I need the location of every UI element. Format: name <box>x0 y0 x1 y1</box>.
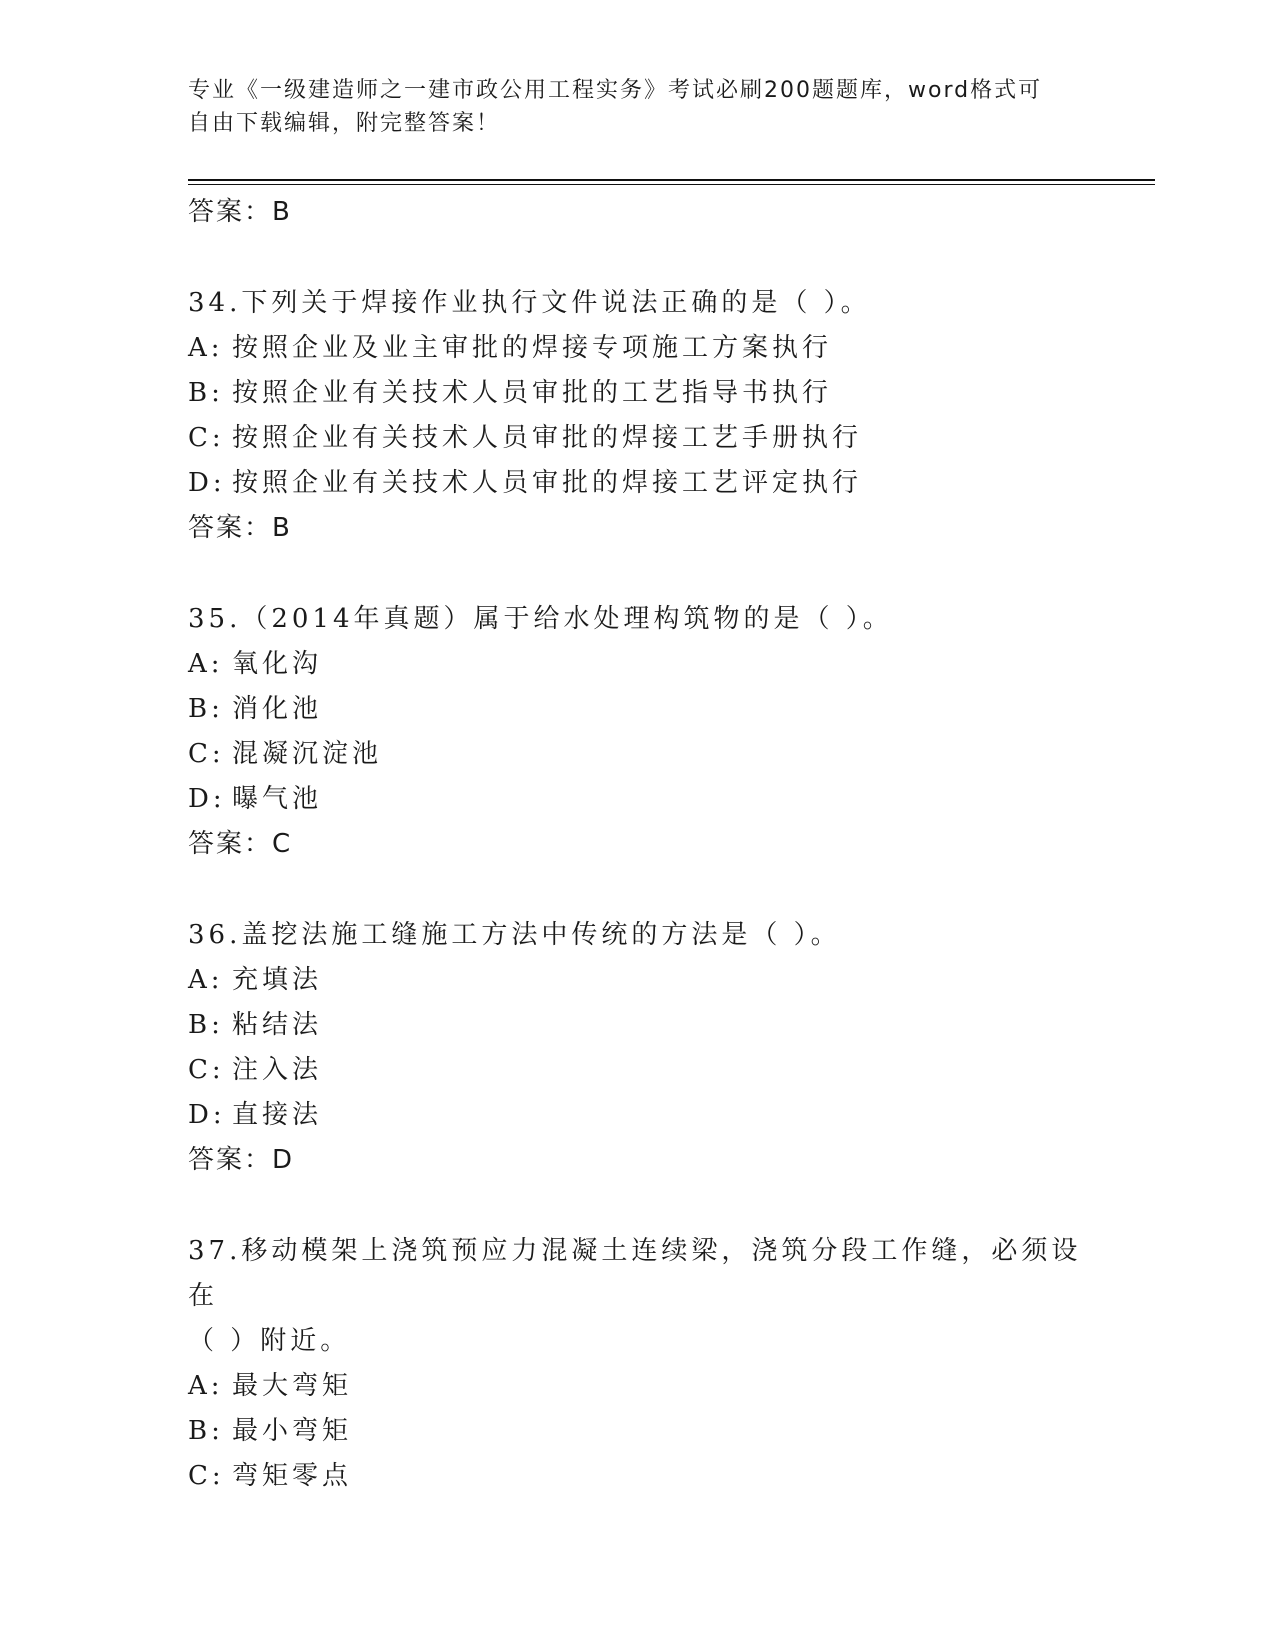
question-stem: 35.（2014年真题）属于给水处理构筑物的是（ ）。 <box>188 604 893 634</box>
answer-value: B <box>272 197 292 227</box>
option-a <box>188 1364 1088 1409</box>
option-b <box>188 687 1088 732</box>
option-text: 最大弯矩 <box>232 1371 353 1401</box>
answer-line <box>188 506 1088 551</box>
answer-prefix: 答案： <box>188 513 273 543</box>
answer-value: D <box>272 1145 295 1175</box>
answer-line <box>188 1138 1088 1183</box>
option-letter: B: <box>188 1010 224 1040</box>
document-header <box>188 74 1088 140</box>
option-letter: A: <box>188 649 224 679</box>
option-letter: C: <box>188 423 225 453</box>
option-a <box>188 958 1088 1003</box>
option-letter: D: <box>188 1100 226 1130</box>
option-letter: B: <box>188 1416 224 1446</box>
option-d <box>188 777 1088 822</box>
option-text: 充填法 <box>232 965 323 995</box>
answer-prefix: 答案： <box>188 1145 273 1175</box>
question-block-34 <box>188 281 1088 551</box>
answer-line <box>188 822 1088 867</box>
option-letter: B: <box>188 378 224 408</box>
question-block-35 <box>188 597 1088 867</box>
option-letter: A: <box>188 965 224 995</box>
option-letter: A: <box>188 333 224 363</box>
question-block-36 <box>188 913 1088 1183</box>
header-divider-thin <box>188 184 1155 185</box>
question-stem: 34.下列关于焊接作业执行文件说法正确的是（ ）。 <box>188 288 871 318</box>
question-block-37 <box>188 1229 1088 1499</box>
option-c <box>188 1454 1088 1499</box>
option-c <box>188 416 1088 461</box>
answer-line-prev <box>188 190 1088 235</box>
question-stem: 37.移动模架上浇筑预应力混凝土连续梁，浇筑分段工作缝，必须设在 <box>188 1236 1082 1311</box>
option-letter: C: <box>188 1461 225 1491</box>
header-divider-thick <box>188 179 1155 181</box>
option-text: 按照企业及业主审批的焊接专项施工方案执行 <box>232 333 833 363</box>
option-b <box>188 1003 1088 1048</box>
option-text: 直接法 <box>232 1100 323 1130</box>
option-letter: C: <box>188 1055 225 1085</box>
option-a <box>188 642 1088 687</box>
option-text: 注入法 <box>232 1055 323 1085</box>
answer-value: C <box>272 829 293 859</box>
option-text: 消化池 <box>232 694 323 724</box>
option-d <box>188 461 1088 506</box>
header-line-2: 自由下载编辑，附完整答案！ <box>188 111 501 136</box>
option-text: 曝气池 <box>232 784 323 814</box>
option-text: 按照企业有关技术人员审批的焊接工艺手册执行 <box>232 423 863 453</box>
option-text: 弯矩零点 <box>232 1461 353 1491</box>
option-text: 最小弯矩 <box>232 1416 353 1446</box>
document-body <box>188 190 1088 1499</box>
answer-prefix: 答案： <box>188 197 273 227</box>
option-c <box>188 1048 1088 1093</box>
option-a <box>188 326 1088 371</box>
option-text: 粘结法 <box>232 1010 323 1040</box>
option-text: 按照企业有关技术人员审批的工艺指导书执行 <box>232 378 833 408</box>
option-letter: B: <box>188 694 224 724</box>
option-b <box>188 1409 1088 1454</box>
option-b <box>188 371 1088 416</box>
header-line-1: 专业《一级建造师之一建市政公用工程实务》考试必刷200题题库，word格式可 <box>188 78 1043 103</box>
answer-prefix: 答案： <box>188 829 273 859</box>
option-letter: D: <box>188 784 226 814</box>
option-text: 氧化沟 <box>232 649 323 679</box>
option-letter: A: <box>188 1371 224 1401</box>
answer-value: B <box>272 513 292 543</box>
option-d <box>188 1093 1088 1138</box>
option-c <box>188 732 1088 777</box>
option-text: 混凝沉淀池 <box>232 739 383 769</box>
question-stem-continued: （ ）附近。 <box>188 1326 351 1356</box>
option-letter: C: <box>188 739 225 769</box>
question-stem: 36.盖挖法施工缝施工方法中传统的方法是（ ）。 <box>188 920 841 950</box>
option-text: 按照企业有关技术人员审批的焊接工艺评定执行 <box>232 468 863 498</box>
option-letter: D: <box>188 468 226 498</box>
